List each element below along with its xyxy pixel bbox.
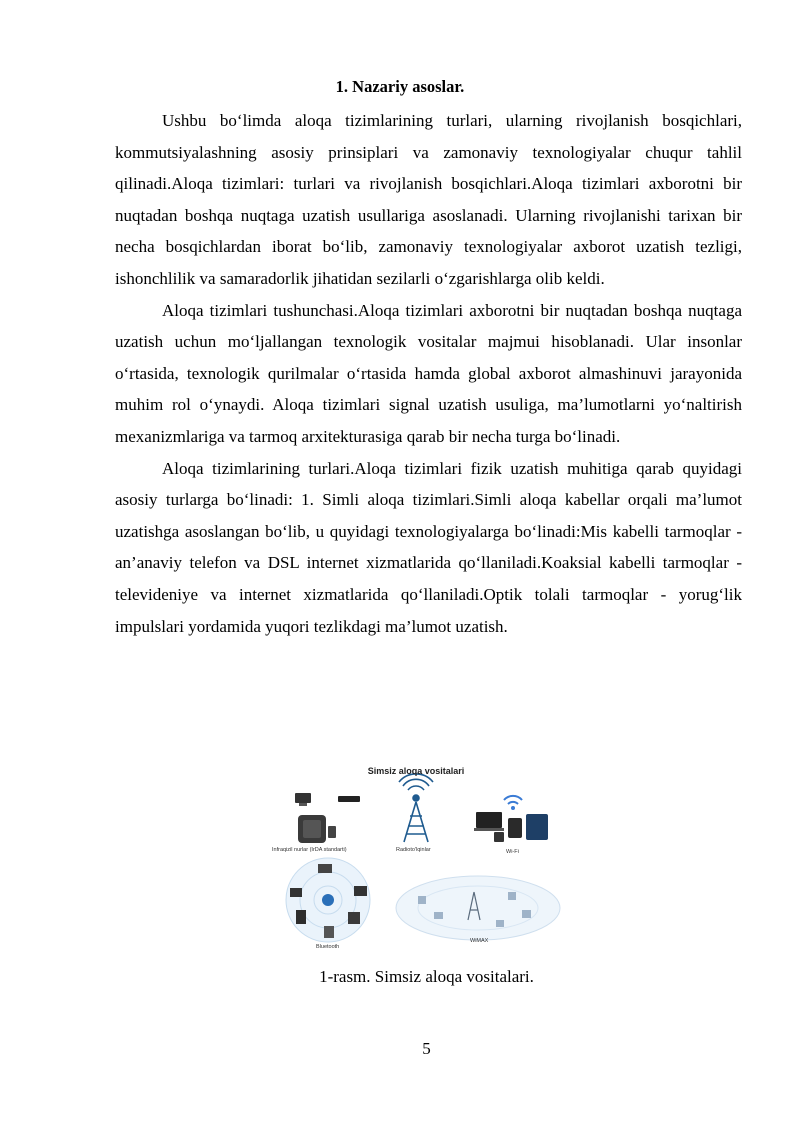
paragraph-types: Aloqa tizimlarining turlari.Aloqa tizimlari fizik uzatish muhitiga qarab quyidagi asosiy turlarga bo‘linadi: 1. Simli aloqa tizimlari.Simli aloqa kabellar orqali ma’lumot uzatishga asoslangan bo‘lib, u quyidagi texnologiyalarga bo‘linadi:Mis kabelli tarmoqlar - an’anaviy telefon va DSL internet xizmatlarida qo‘llaniladi.Koaksial kabelli tarmoqlar - televideniye va internet xizmatlarida qo‘llaniladi.Optik tolali tarmoqlar - yorug‘lik impulslari yordamida yuqori tezlikdagi ma’lumot uzatish.	[115, 458, 742, 636]
paragraph-intro: Ushbu bo‘limda aloqa tizimlarining turlari, ularning rivojlanish bosqichlari, kommutsiyalashning asosiy prinsiplari va zamonaviy texnologiyalar chuqur tahlil qilinadi.Aloqa tizimlari: turlari va rivojlanish bosqichlari.Aloqa tizimlari axborotni bir nuqtadan boshqa nuqtaga uzatish usullariga asoslanadi. Ularning rivojlanishi tarixan bir necha bosqichlardan iborat bo‘lib, zamonaviy texnologiyalar axborot uzatish tezligi, ishonchlilik va samaradorlik jihatidan sezilarli o‘zgarishlarga olib keldi.	[115, 111, 742, 288]
label-bluetooth: Bluetooth	[316, 944, 340, 950]
section-heading: 1. Nazariy asoslar.	[335, 77, 465, 96]
wireless-illustration	[268, 760, 564, 960]
bluetooth-devices-image	[286, 858, 370, 942]
radio-tower-image	[399, 774, 433, 842]
wimax-network-image	[396, 876, 560, 940]
label-wimax: WiMAX	[470, 938, 489, 944]
body-text	[115, 105, 742, 642]
page-number: 5	[422, 1039, 431, 1058]
label-wifi: Wi-Fi	[506, 849, 519, 855]
wifi-devices-image	[474, 796, 548, 842]
label-radio: Radioto'lqinlar	[396, 847, 431, 853]
figure-caption: 1-rasm. Simsiz aloqa vositalari.	[319, 967, 534, 986]
wireless-figure	[268, 760, 564, 960]
label-infrared: Infraqizil nurlar (IrDA standarti)	[272, 847, 347, 853]
infrared-devices-image	[295, 793, 360, 843]
figure-title: Simsiz aloqa vositalari	[367, 766, 465, 776]
paragraph-concept: Aloqa tizimlari tushunchasi.Aloqa tizimlari axborotni bir nuqtadan boshqa nuqtaga uzatish uchun mo‘ljallangan texnologik vositalar majmui hisoblanadi. Ular insonlar o‘rtasida, texnologik qurilmalar o‘rtasida hamda global axborot almashinuvi jarayonida muhim rol o‘ynaydi. Aloqa tizimlari signal uzatish usuliga, ma’lumotlarni yo‘naltirish mexanizmlariga va tarmoq arxitekturasiga qarab bir necha turga bo‘linadi.	[115, 300, 742, 446]
